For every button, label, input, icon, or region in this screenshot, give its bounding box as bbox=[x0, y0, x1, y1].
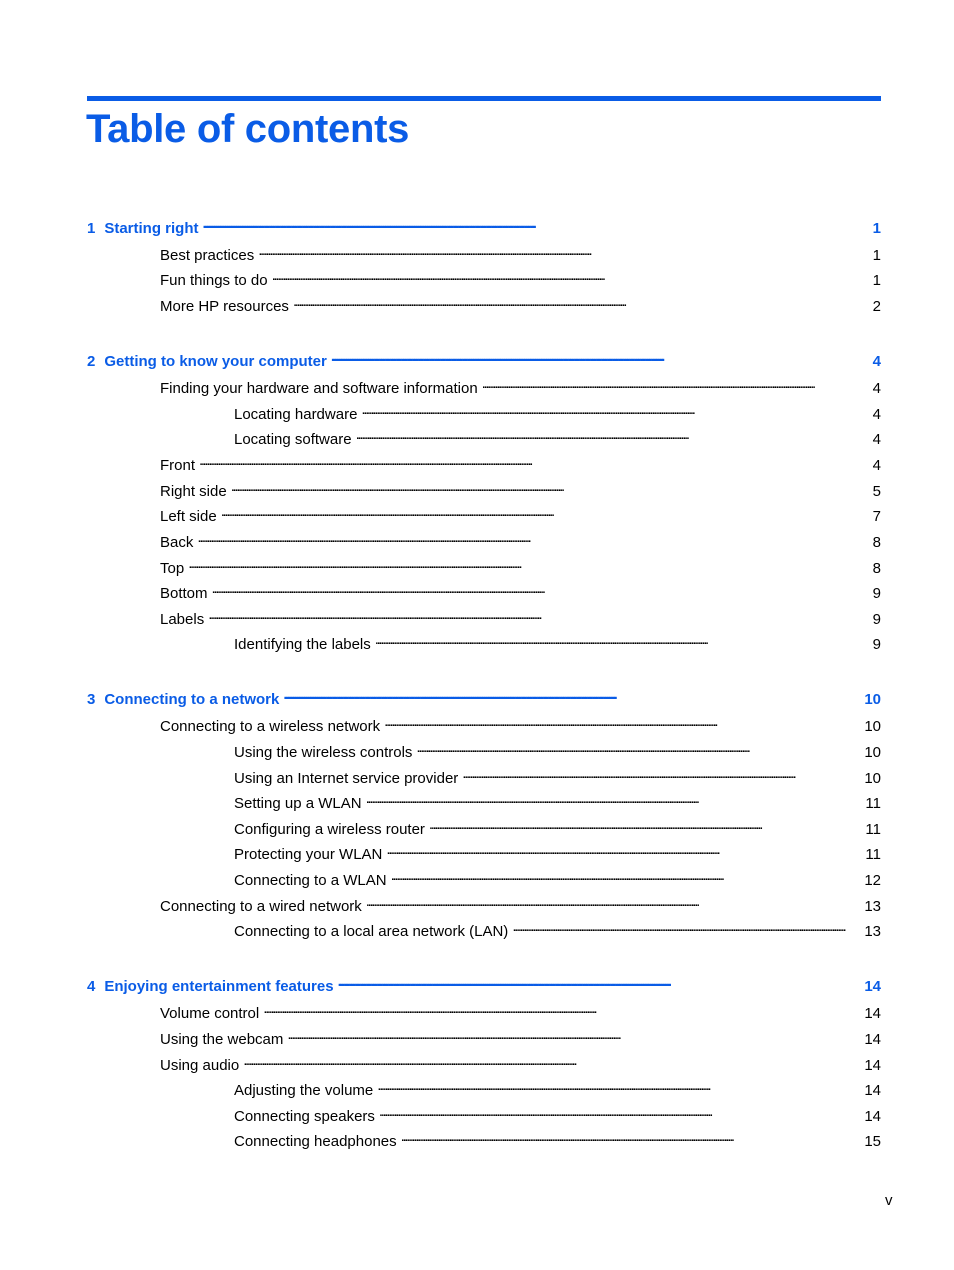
toc-entry[interactable] bbox=[234, 631, 881, 653]
toc-entry[interactable] bbox=[234, 1103, 881, 1125]
dot-leader bbox=[283, 686, 860, 704]
dot-leader bbox=[377, 1077, 860, 1095]
toc-chapter-entry[interactable] bbox=[87, 686, 881, 708]
toc-entry[interactable] bbox=[160, 478, 881, 500]
toc-entry[interactable] bbox=[160, 713, 881, 735]
dot-leader bbox=[429, 816, 862, 834]
toc-entry-page: 11 bbox=[865, 795, 881, 812]
toc-entry-page: 13 bbox=[864, 898, 881, 915]
toc-entry-title: Starting right bbox=[104, 220, 199, 237]
dot-leader bbox=[272, 267, 869, 285]
toc-entry[interactable] bbox=[160, 242, 881, 264]
toc-entry[interactable] bbox=[160, 893, 881, 915]
toc-entry-title: Labels bbox=[160, 611, 205, 628]
dot-leader bbox=[243, 1052, 860, 1070]
toc-entry-page: 10 bbox=[864, 744, 881, 761]
dot-leader bbox=[401, 1128, 861, 1146]
toc-entry-page: 1 bbox=[872, 272, 881, 289]
toc-entry-page: 11 bbox=[865, 821, 881, 838]
dot-leader bbox=[416, 739, 860, 757]
dot-leader bbox=[366, 790, 862, 808]
toc-entry-title: Using an Internet service provider bbox=[234, 770, 459, 787]
toc-entry[interactable] bbox=[160, 1026, 881, 1048]
toc-entry-title: Front bbox=[160, 457, 196, 474]
toc-entry[interactable] bbox=[160, 580, 881, 602]
toc-entry-title: Using the wireless controls bbox=[234, 744, 413, 761]
toc-entry-page: 14 bbox=[864, 978, 881, 995]
toc-entry-title: Volume control bbox=[160, 1005, 260, 1022]
dot-leader bbox=[462, 765, 860, 783]
toc-entry-title: Using the webcam bbox=[160, 1031, 284, 1048]
toc-entry[interactable] bbox=[234, 918, 881, 940]
toc-entry-page: 4 bbox=[872, 457, 881, 474]
toc-entry[interactable] bbox=[160, 606, 881, 628]
dot-leader bbox=[386, 841, 861, 859]
toc-entry-page: 9 bbox=[872, 611, 881, 628]
toc-entry-title: Locating hardware bbox=[234, 406, 358, 423]
dot-leader bbox=[384, 713, 860, 731]
toc-entry-title: Connecting to a network bbox=[104, 691, 280, 708]
toc-chapter-entry[interactable] bbox=[87, 348, 881, 370]
toc-entry-title: Adjusting the volume bbox=[234, 1082, 374, 1099]
dot-leader bbox=[188, 555, 868, 573]
dot-leader bbox=[331, 348, 869, 366]
toc-chapter-number: 4 bbox=[87, 978, 96, 995]
dot-leader bbox=[366, 893, 861, 911]
toc-entry-title: Connecting headphones bbox=[234, 1133, 397, 1150]
toc-entry-page: 11 bbox=[865, 846, 881, 863]
toc-entry-page: 9 bbox=[872, 636, 881, 653]
dot-leader bbox=[231, 478, 869, 496]
toc-entry[interactable] bbox=[234, 426, 881, 448]
toc-entry[interactable] bbox=[160, 1052, 881, 1074]
dot-leader bbox=[391, 867, 861, 885]
toc-entry-page: 4 bbox=[872, 406, 881, 423]
toc-entry-page: 8 bbox=[872, 534, 881, 551]
toc-entry[interactable] bbox=[160, 293, 881, 315]
toc-entry[interactable] bbox=[160, 555, 881, 577]
toc-entry-page: 1 bbox=[872, 247, 881, 264]
toc-entry-title: Bottom bbox=[160, 585, 208, 602]
dot-leader bbox=[208, 606, 868, 624]
toc-entry[interactable] bbox=[234, 790, 881, 812]
toc-entry-page: 14 bbox=[864, 1031, 881, 1048]
toc-entry-page: 13 bbox=[864, 923, 881, 940]
toc-entry-title: Fun things to do bbox=[160, 272, 268, 289]
toc-entry-title: Protecting your WLAN bbox=[234, 846, 383, 863]
toc-entry[interactable] bbox=[234, 401, 881, 423]
toc-entry-page: 10 bbox=[864, 718, 881, 735]
toc-chapter-entry[interactable] bbox=[87, 215, 881, 237]
toc-entry[interactable] bbox=[160, 529, 881, 551]
toc-entry[interactable] bbox=[234, 841, 881, 863]
toc-entry-page: 9 bbox=[872, 585, 881, 602]
dot-leader bbox=[212, 580, 869, 598]
toc-entry[interactable] bbox=[160, 1000, 881, 1022]
toc-entry-page: 10 bbox=[864, 691, 881, 708]
page-title: Table of contents bbox=[86, 107, 410, 151]
toc-entry-page: 15 bbox=[864, 1133, 881, 1150]
toc-entry[interactable] bbox=[160, 452, 881, 474]
toc-entry-title: Finding your hardware and software information bbox=[160, 380, 478, 397]
toc-chapter-number: 1 bbox=[87, 220, 96, 237]
toc-entry[interactable] bbox=[160, 503, 881, 525]
toc-entry-page: 8 bbox=[872, 560, 881, 577]
dot-leader bbox=[199, 452, 869, 470]
toc-entry[interactable] bbox=[234, 765, 881, 787]
dot-leader bbox=[221, 503, 869, 521]
toc-chapter-number: 3 bbox=[87, 691, 96, 708]
dot-leader bbox=[361, 401, 868, 419]
toc-chapter-number: 2 bbox=[87, 353, 96, 370]
dot-leader bbox=[512, 918, 860, 936]
dot-leader bbox=[293, 293, 869, 311]
title-rule bbox=[87, 96, 881, 101]
toc-chapter-entry[interactable] bbox=[87, 973, 881, 995]
toc-entry[interactable] bbox=[234, 816, 881, 838]
toc-entry-title: Top bbox=[160, 560, 185, 577]
toc-entry-page: 12 bbox=[864, 872, 881, 889]
toc-entry-page: 10 bbox=[864, 770, 881, 787]
toc-entry-title: Best practices bbox=[160, 247, 255, 264]
dot-leader bbox=[263, 1000, 860, 1018]
toc-entry-page: 14 bbox=[864, 1005, 881, 1022]
toc-entry-page: 14 bbox=[864, 1108, 881, 1125]
toc-entry-title: Getting to know your computer bbox=[104, 353, 327, 370]
dot-leader bbox=[375, 631, 869, 649]
toc-entry[interactable] bbox=[234, 1128, 881, 1150]
toc-entry-title: More HP resources bbox=[160, 298, 289, 315]
page-folio: v bbox=[885, 1192, 893, 1209]
toc-entry-page: 4 bbox=[872, 380, 881, 397]
toc-entry-page: 14 bbox=[864, 1057, 881, 1074]
toc-entry-page: 4 bbox=[872, 431, 881, 448]
toc-entry-title: Right side bbox=[160, 483, 227, 500]
toc-entry-title: Locating software bbox=[234, 431, 352, 448]
toc-entry-title: Setting up a WLAN bbox=[234, 795, 362, 812]
toc-entry-page: 7 bbox=[872, 508, 881, 525]
toc-entry[interactable] bbox=[160, 267, 881, 289]
toc-entry-title: Connecting to a wired network bbox=[160, 898, 362, 915]
dot-leader bbox=[197, 529, 868, 547]
toc-entry-title: Configuring a wireless router bbox=[234, 821, 425, 838]
dot-leader bbox=[287, 1026, 860, 1044]
toc-entry-title: Connecting to a wireless network bbox=[160, 718, 381, 735]
toc-entry[interactable] bbox=[160, 375, 881, 397]
toc-entry-page: 2 bbox=[872, 298, 881, 315]
toc-entry-page: 4 bbox=[872, 353, 881, 370]
toc-entry-title: Back bbox=[160, 534, 194, 551]
dot-leader bbox=[338, 973, 861, 991]
dot-leader bbox=[203, 215, 869, 233]
toc-entry-title: Connecting to a WLAN bbox=[234, 872, 387, 889]
toc-entry[interactable] bbox=[234, 867, 881, 889]
dot-leader bbox=[356, 426, 869, 444]
toc-entry-page: 14 bbox=[864, 1082, 881, 1099]
toc-entry-page: 1 bbox=[872, 220, 881, 237]
toc-entry[interactable] bbox=[234, 1077, 881, 1099]
toc-entry-title: Identifying the labels bbox=[234, 636, 371, 653]
dot-leader bbox=[482, 375, 869, 393]
toc-entry-title: Connecting speakers bbox=[234, 1108, 375, 1125]
toc-entry-title: Using audio bbox=[160, 1057, 240, 1074]
dot-leader bbox=[379, 1103, 860, 1121]
toc-entry-page: 5 bbox=[872, 483, 881, 500]
toc-entry-title: Enjoying entertainment features bbox=[104, 978, 334, 995]
dot-leader bbox=[258, 242, 868, 260]
toc-entry-title: Connecting to a local area network (LAN) bbox=[234, 923, 509, 940]
toc-entry-title: Left side bbox=[160, 508, 217, 525]
toc-entry[interactable] bbox=[234, 739, 881, 761]
